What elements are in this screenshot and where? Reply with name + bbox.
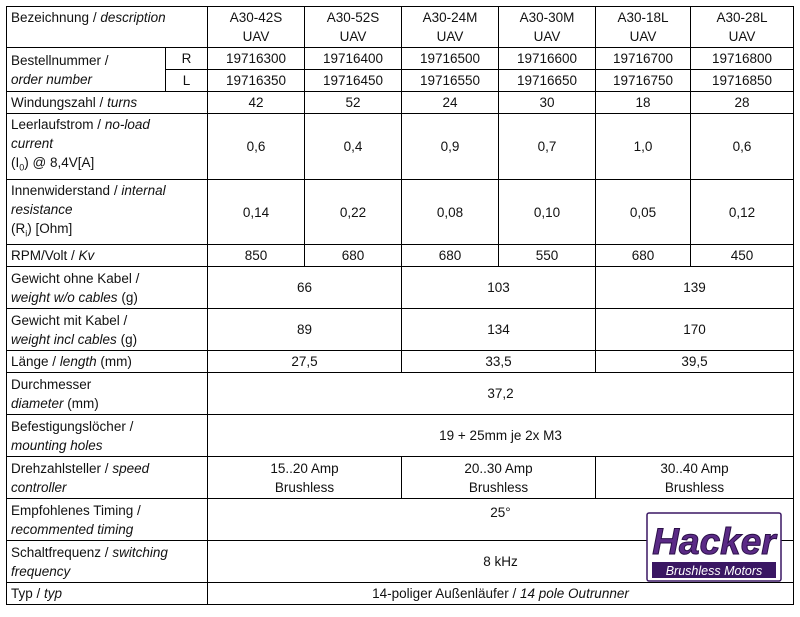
holes-row (7, 415, 794, 457)
resistance-value: 0,10 (499, 179, 596, 245)
weight-wo-label-de: Gewicht ohne Kabel / (11, 270, 140, 286)
timing-label-de: Empfohlenes Timing / (11, 502, 141, 518)
model-5-suffix: UAV (728, 29, 756, 44)
diameter-label-de: Durchmesser (11, 376, 92, 392)
order-number: 19716650 (499, 70, 596, 92)
resistance-label-en: internal (121, 182, 166, 198)
length-label-de: Länge / (11, 354, 57, 370)
model-3-name: A30-30M (519, 10, 575, 25)
turns-row (7, 92, 794, 114)
resistance-label-de: Innenwiderstand / (11, 182, 118, 198)
logo-brand-text: Hacker (652, 521, 776, 562)
esc-value (402, 457, 596, 499)
kv-value: 450 (691, 245, 794, 267)
noload-row (7, 114, 794, 180)
header-label-de: Bezeichnung (11, 10, 90, 25)
weight-incl-value: 89 (208, 309, 402, 351)
rotation-l: L (166, 70, 208, 92)
esc-label-de: Drehzahlsteller / (11, 460, 109, 476)
kv-row (7, 245, 794, 267)
noload-unit: ) @ 8,4V[A] (24, 155, 95, 170)
logo-tagline-text: Brushless Motors (665, 564, 763, 578)
noload-value: 0,4 (305, 114, 402, 180)
order-number: 19716800 (691, 48, 794, 70)
length-unit: (mm) (100, 354, 132, 370)
type-row (7, 583, 794, 605)
switching-label-en: switching (112, 544, 168, 560)
length-value: 39,5 (596, 351, 794, 373)
model-2-name: A30-24M (422, 10, 478, 25)
model-3 (499, 7, 596, 48)
order-number: 19716750 (596, 70, 691, 92)
length-label (7, 351, 208, 373)
header-label-en: description (100, 10, 166, 25)
order-number: 19716600 (499, 48, 596, 70)
type-value-de: 14-poliger Außenläufer / (372, 586, 517, 602)
diameter-label-en: diameter (11, 395, 64, 411)
switching-value: 8 kHz (208, 541, 794, 583)
noload-value: 0,6 (208, 114, 305, 180)
header-row (7, 7, 794, 48)
resistance-value: 0,22 (305, 179, 402, 245)
holes-label-en: mounting holes (11, 437, 103, 453)
kv-value: 550 (499, 245, 596, 267)
order-number: 19716350 (208, 70, 305, 92)
order-number: 19716500 (402, 48, 499, 70)
resistance-label-en2: resistance (11, 201, 73, 217)
holes-label (7, 415, 208, 457)
timing-value: 25° (208, 499, 794, 541)
kv-label-de: RPM/Volt / (11, 248, 75, 264)
weight-wo-label-en: weight w/o cables (11, 289, 118, 305)
model-1-suffix: UAV (339, 29, 367, 44)
weight-incl-value: 170 (596, 309, 794, 351)
model-5-name: A30-28L (716, 10, 768, 25)
weight-incl-label-de: Gewicht mit Kabel / (11, 312, 128, 328)
weight-wo-value: 103 (402, 267, 596, 309)
noload-label-en: no-load (104, 117, 150, 132)
kv-value: 680 (596, 245, 691, 267)
esc-label (7, 457, 208, 499)
esc-value (596, 457, 794, 499)
noload-symbol: (I (11, 155, 20, 170)
diameter-row (7, 373, 794, 415)
turns-label-de: Windungszahl / (11, 95, 104, 110)
esc-type: Brushless (664, 479, 725, 495)
weight-incl-unit: (g) (120, 331, 138, 347)
resistance-label (7, 179, 208, 245)
order-number: 19716850 (691, 70, 794, 92)
diameter-label (7, 373, 208, 415)
esc-type: Brushless (468, 479, 529, 495)
holes-value: 19 + 25mm je 2x M3 (208, 415, 794, 457)
esc-label-en: speed (112, 460, 150, 476)
kv-label (7, 245, 208, 267)
switching-label (7, 541, 208, 583)
weight-incl-label-en: weight incl cables (11, 331, 117, 347)
model-0-name: A30-42S (229, 10, 283, 25)
model-3-suffix: UAV (533, 29, 561, 44)
resistance-value: 0,05 (596, 179, 691, 245)
noload-value: 1,0 (596, 114, 691, 180)
noload-subscript: 0 (19, 162, 25, 173)
turns-value: 42 (208, 92, 305, 114)
length-value: 27,5 (208, 351, 402, 373)
weight-wo-value: 66 (208, 267, 402, 309)
hacker-logo (646, 512, 782, 582)
resistance-value: 0,14 (208, 179, 305, 245)
switching-label-en2: frequency (11, 563, 71, 579)
turns-label (7, 92, 208, 114)
esc-amp: 20..30 Amp (464, 460, 533, 476)
weight-wo-row (7, 267, 794, 309)
noload-value: 0,7 (499, 114, 596, 180)
model-5 (691, 7, 794, 48)
esc-amp: 30..40 Amp (660, 460, 729, 476)
order-number: 19716300 (208, 48, 305, 70)
kv-value: 680 (402, 245, 499, 267)
esc-value (208, 457, 402, 499)
kv-value: 680 (305, 245, 402, 267)
model-4-name: A30-18L (617, 10, 669, 25)
noload-label-de: Leerlaufstrom / (11, 117, 102, 132)
kv-label-en: Kv (78, 248, 95, 264)
diameter-value: 37,2 (208, 373, 794, 415)
weight-wo-value: 139 (596, 267, 794, 309)
turns-value: 24 (402, 92, 499, 114)
turns-value: 52 (305, 92, 402, 114)
turns-value: 30 (499, 92, 596, 114)
resistance-symbol: (R (11, 220, 26, 236)
esc-amp: 15..20 Amp (270, 460, 339, 476)
model-4 (596, 7, 691, 48)
header-label: Bezeichnung / description (7, 7, 208, 48)
esc-type: Brushless (274, 479, 335, 495)
order-number: 19716450 (305, 70, 402, 92)
order-number: 19716400 (305, 48, 402, 70)
kv-value: 850 (208, 245, 305, 267)
esc-row (7, 457, 794, 499)
resistance-row (7, 179, 794, 245)
type-value (208, 583, 794, 605)
noload-label-en2: current (11, 136, 54, 151)
type-label-de: Typ / (11, 586, 41, 602)
diameter-unit: (mm) (67, 395, 99, 411)
order-row-r (7, 48, 794, 70)
weight-incl-label (7, 309, 208, 351)
rotation-r: R (166, 48, 208, 70)
order-label (7, 48, 166, 92)
type-label-en: typ (44, 586, 63, 602)
resistance-value: 0,12 (691, 179, 794, 245)
length-row (7, 351, 794, 373)
length-label-en: length (59, 354, 97, 370)
model-2 (402, 7, 499, 48)
model-1-name: A30-52S (326, 10, 380, 25)
noload-value: 0,6 (691, 114, 794, 180)
order-label-de: Bestellnummer / (11, 52, 109, 68)
timing-label-en: recommented timing (11, 521, 134, 537)
weight-incl-value: 134 (402, 309, 596, 351)
resistance-subscript: i (25, 228, 28, 239)
model-1 (305, 7, 402, 48)
switching-label-de: Schaltfrequenz / (11, 544, 109, 560)
noload-value: 0,9 (402, 114, 499, 180)
model-4-suffix: UAV (629, 29, 657, 44)
esc-label-en2: controller (11, 479, 67, 495)
model-2-suffix: UAV (436, 29, 464, 44)
model-0-suffix: UAV (242, 29, 270, 44)
order-number: 19716700 (596, 48, 691, 70)
model-0 (208, 7, 305, 48)
timing-label (7, 499, 208, 541)
noload-label (7, 114, 208, 180)
weight-incl-row (7, 309, 794, 351)
weight-wo-label (7, 267, 208, 309)
hacker-logo-graphic (646, 512, 782, 582)
resistance-unit: ) [Ohm] (27, 220, 73, 236)
length-value: 33,5 (402, 351, 596, 373)
type-value-en: 14 pole Outrunner (520, 586, 629, 602)
turns-value: 28 (691, 92, 794, 114)
turns-value: 18 (596, 92, 691, 114)
order-label-en: order number (11, 71, 93, 87)
type-label (7, 583, 208, 605)
resistance-value: 0,08 (402, 179, 499, 245)
order-number: 19716550 (402, 70, 499, 92)
turns-label-en: turns (107, 95, 138, 110)
weight-wo-unit: (g) (121, 289, 138, 305)
holes-label-de: Befestigungslöcher / (11, 418, 134, 434)
